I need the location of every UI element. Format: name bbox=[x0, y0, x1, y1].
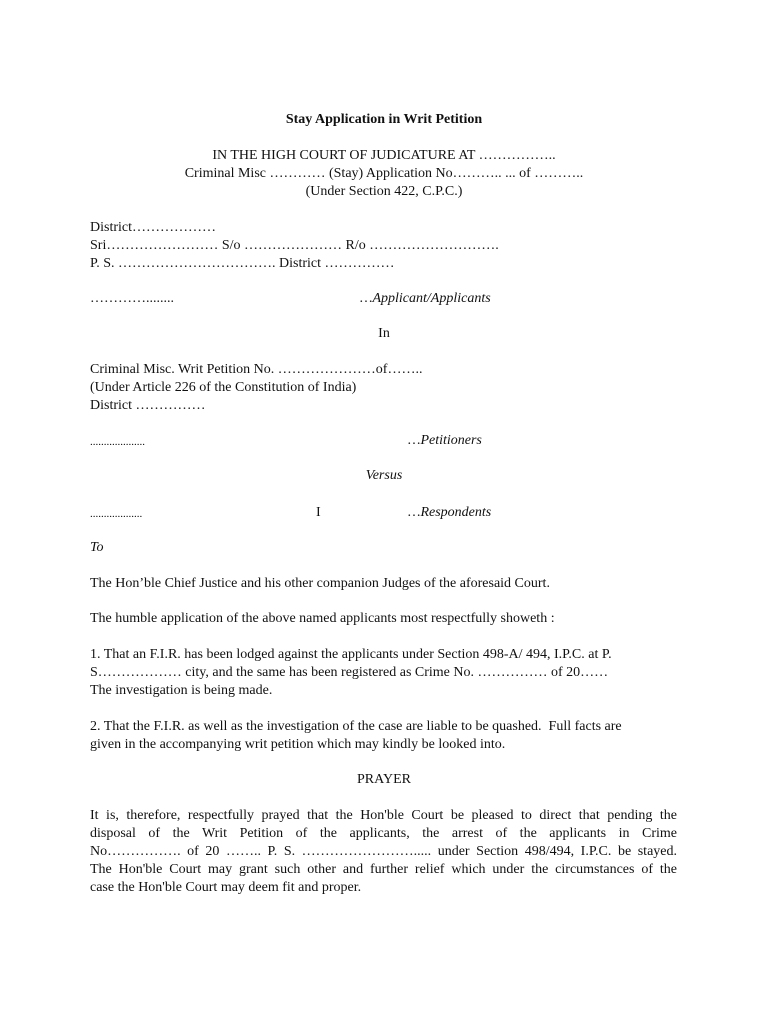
to-label: To bbox=[90, 540, 104, 555]
humble-line: The humble application of the above named applicants most respectfully showeth : bbox=[90, 611, 555, 626]
para1-line2: S……………… city, and the same has been registered as Crime No. …………… of 20…… bbox=[90, 665, 609, 680]
document-title: Stay Application in Writ Petition bbox=[285, 112, 483, 127]
in-label: In bbox=[378, 326, 390, 341]
petitioner-label: …Petitioners bbox=[408, 433, 482, 448]
prayer-line1: It is, therefore, respectfully prayed that the Hon'ble Court be pleased to direct that pending the bbox=[90, 808, 677, 823]
petitioner-dots: .................... bbox=[90, 436, 145, 448]
addressee-line: The Hon’ble Chief Justice and his other companion Judges of the aforesaid Court. bbox=[90, 576, 550, 591]
ps-line: P. S. ……………………………. District …………… bbox=[90, 256, 395, 271]
versus-label: Versus bbox=[365, 468, 403, 483]
writ-petition-line: Criminal Misc. Writ Petition No. …………………of…….. bbox=[90, 362, 423, 377]
prayer-line5: case the Hon'ble Court may deem fit and proper. bbox=[90, 880, 362, 895]
article-line: (Under Article 226 of the Constitution of India) bbox=[90, 380, 357, 395]
prayer-line3: No……………. of 20 …….. P. S. ……………………..... under Section 498/494, I.P.C. be stayed. bbox=[90, 844, 677, 859]
criminal-misc-line: Criminal Misc ………… (Stay) Application No……….. ... of ……….. bbox=[184, 166, 584, 181]
respondent-dots: ................... bbox=[90, 508, 143, 520]
para2-line1: 2. That the F.I.R. as well as the investigation of the case are liable to be quashed. Full facts are bbox=[90, 719, 622, 734]
district-line: District……………… bbox=[90, 220, 216, 235]
respondent-label: …Respondents bbox=[408, 505, 492, 520]
prayer-line4: The Hon'ble Court may grant such other and further relief which under the circumstances of the bbox=[90, 862, 677, 877]
prayer-heading: PRAYER bbox=[357, 772, 411, 787]
para1-line3: The investigation is being made. bbox=[90, 683, 273, 698]
court-line: IN THE HIGH COURT OF JUDICATURE AT …………….. bbox=[212, 148, 556, 163]
prayer-line2: disposal of the Writ Petition of the applicants, the arrest of the applicants in Crime bbox=[90, 826, 677, 841]
para1-line1: 1. That an F.I.R. has been lodged against the applicants under Section 498-A/ 494, I.P.C. at P. bbox=[90, 647, 612, 662]
para2-line2: given in the accompanying writ petition which may kindly be looked into. bbox=[90, 737, 506, 752]
section-line: (Under Section 422, C.P.C.) bbox=[305, 184, 463, 199]
sri-line: Sri…………………… S/o ………………… R/o ………………………. bbox=[90, 238, 499, 253]
respondent-mark: I bbox=[316, 505, 321, 520]
district-line-2: District …………… bbox=[90, 398, 206, 413]
applicant-label: …Applicant/Applicants bbox=[360, 291, 491, 306]
applicant-dots: …………........ bbox=[90, 291, 174, 306]
